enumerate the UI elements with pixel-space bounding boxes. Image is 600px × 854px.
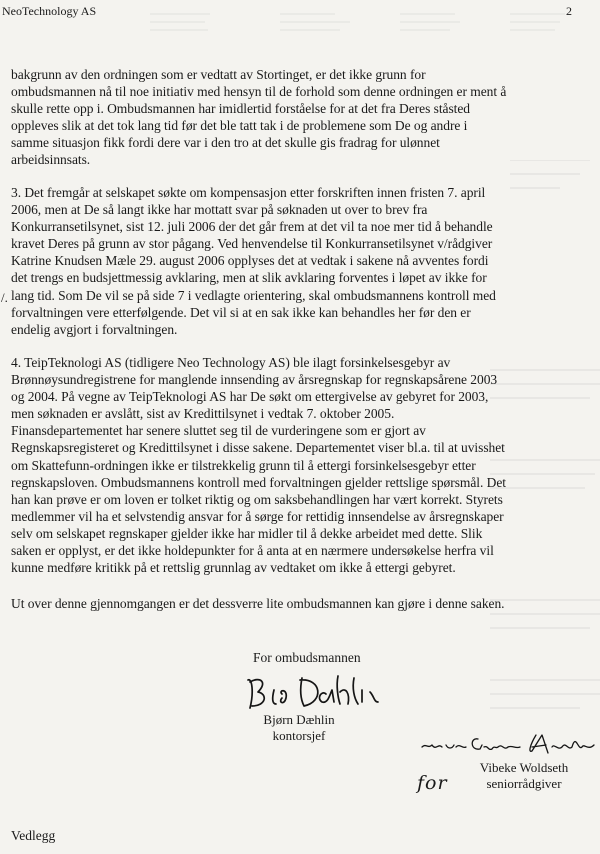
signatory-1-title: kontorsjef [272,728,326,743]
closing-line: For ombudsmannen [253,650,361,665]
signatory-1-name: Bjørn Dæhlin [263,712,335,727]
text-line: ombudsmannen nå til noe initiativ med hensyn til de forhold som denne ordningen er ment å [11,84,507,100]
page-number: 2 [566,4,572,18]
text-line: arbeidsinnsats. [11,152,91,168]
signatory-2-name: Vibeke Woldseth [479,760,569,775]
signatory-2 [464,760,584,792]
text-line: samme situasjon fikk fordi dere var i den tro at det skulle gis fradrag for ulønnet [11,135,440,151]
text-line: kunne medføre kritikk på et rettslig grunnlag av vedtaket om ikke å ettergi gebyret. [11,560,456,576]
text-line: medlemmer vil ha et selvstendig ansvar for å sørge for rettidig innsendelse av årsregnskaper [11,508,504,524]
text-line: regnskapsloven. Ombudsmannens kontroll med forvaltningen gjelder rettslige spørsmål. Det [11,474,506,490]
text-line: skulle rette opp i. Ombudsmannen har imidlertid forståelse for at det fra Deres ståsted [11,101,471,117]
text-line: 2006, men at De så langt ikke har mottatt svar på søknaden ut over to brev fra [11,202,428,218]
paragraph-3 [11,354,596,576]
text-line: lang tid. Som De vil se på side 7 i vedlagte orientering, skal ombudsmannens kontroll med [11,287,496,303]
enclosure-label: Vedlegg [11,828,56,843]
text-line: 3. Det fremgår at selskapet søkte om kompensasjon etter forskriften innen fristen 7. april [11,185,486,200]
handwritten-for: for [417,772,448,794]
signatory-1 [244,712,354,744]
text-line: kravet Deres på grunn av stor pågang. Ved henvendelse til Konkurransetilsynet v/rådgiver [11,236,493,252]
text-line: Ut over denne gjennomgangen er det dessverre lite ombudsmannen kan gjøre i denne saken. [11,596,505,611]
text-line: om Skattefunn-ordningen ikke er tilstrekkelig grunn til å ettergi forsinkelsesgebyr etter [11,457,476,473]
letterhead-company: NeoTechnology AS [2,4,97,18]
text-line: og 2004. På vegne av TeipTeknologi AS har De søkt om ettergivelse av gebyret for 2003, [11,389,489,405]
text-line: Katrine Knudsen Mæle 29. august 2006 opplyses det at vedtak i sakene nå avventes fordi [11,253,489,269]
bleed-through-top [150,4,570,54]
text-line: bakgrunn av den ordningen som er vedtatt av Stortinget, er det ikke grunn for [11,67,426,82]
text-line: selv om selskapet regnskaper gjelder ikke har midler til å dekke arbeidet med dette. Slik [11,525,483,541]
paragraph-2 [11,184,596,338]
signatory-2-title: seniorrådgiver [486,776,562,791]
text-line: Konkurransetilsynet, sist 12. juli 2006 der det går frem at det vil ta noe mer tid å behandle [11,219,493,235]
text-line: 4. TeipTeknologi AS (tidligere Neo Technology AS) ble ilagt forsinkelsesgebyr av [11,355,451,370]
text-line: han kan prøve er om loven er tolket riktig og om saksbehandlingen har vært korrekt. Styrets [11,491,503,507]
text-line: forvaltningen vere etterfølgende. Det vil si at en sak ikke kan behandles her før den er [11,304,471,320]
signature-second [418,725,598,765]
paragraph-4 [11,595,596,612]
paragraph-1 [11,66,596,169]
text-line: men søknaden er avslått, sist av Kredittilsynet i vedtak 7. oktober 2005. [11,406,395,422]
text-line: det trengs en budsjettmessig avklaring, men at slik avklaring forventes i løpet av ikke for [11,270,487,286]
bleed-through-texture [150,4,570,54]
signature-bjorn-daehlin [242,672,382,714]
text-line: Finansdepartementet har senere sluttet seg til de vurderingene som er gjort av [11,423,426,439]
margin-mark: /. [1,290,8,305]
text-line: oppleves slik at det tok lang tid før det ble tatt tak i de problemene som De og andre i [11,118,468,134]
text-line: endelig avgjort i forvaltningen. [11,321,178,337]
text-line: Regnskapsregisteret og Kredittilsynet i disse sakene. Departementet viser bl.a. til at uvisshet [11,440,505,456]
text-line: Brønnøysundregistrene for manglende innsending av årsregnskap for regnskapsårene 2003 [11,372,498,388]
text-line: saken er opplyst, er det ikke holdepunkter for å anta at en nærmere undersøkelse herfra vil [11,543,494,559]
